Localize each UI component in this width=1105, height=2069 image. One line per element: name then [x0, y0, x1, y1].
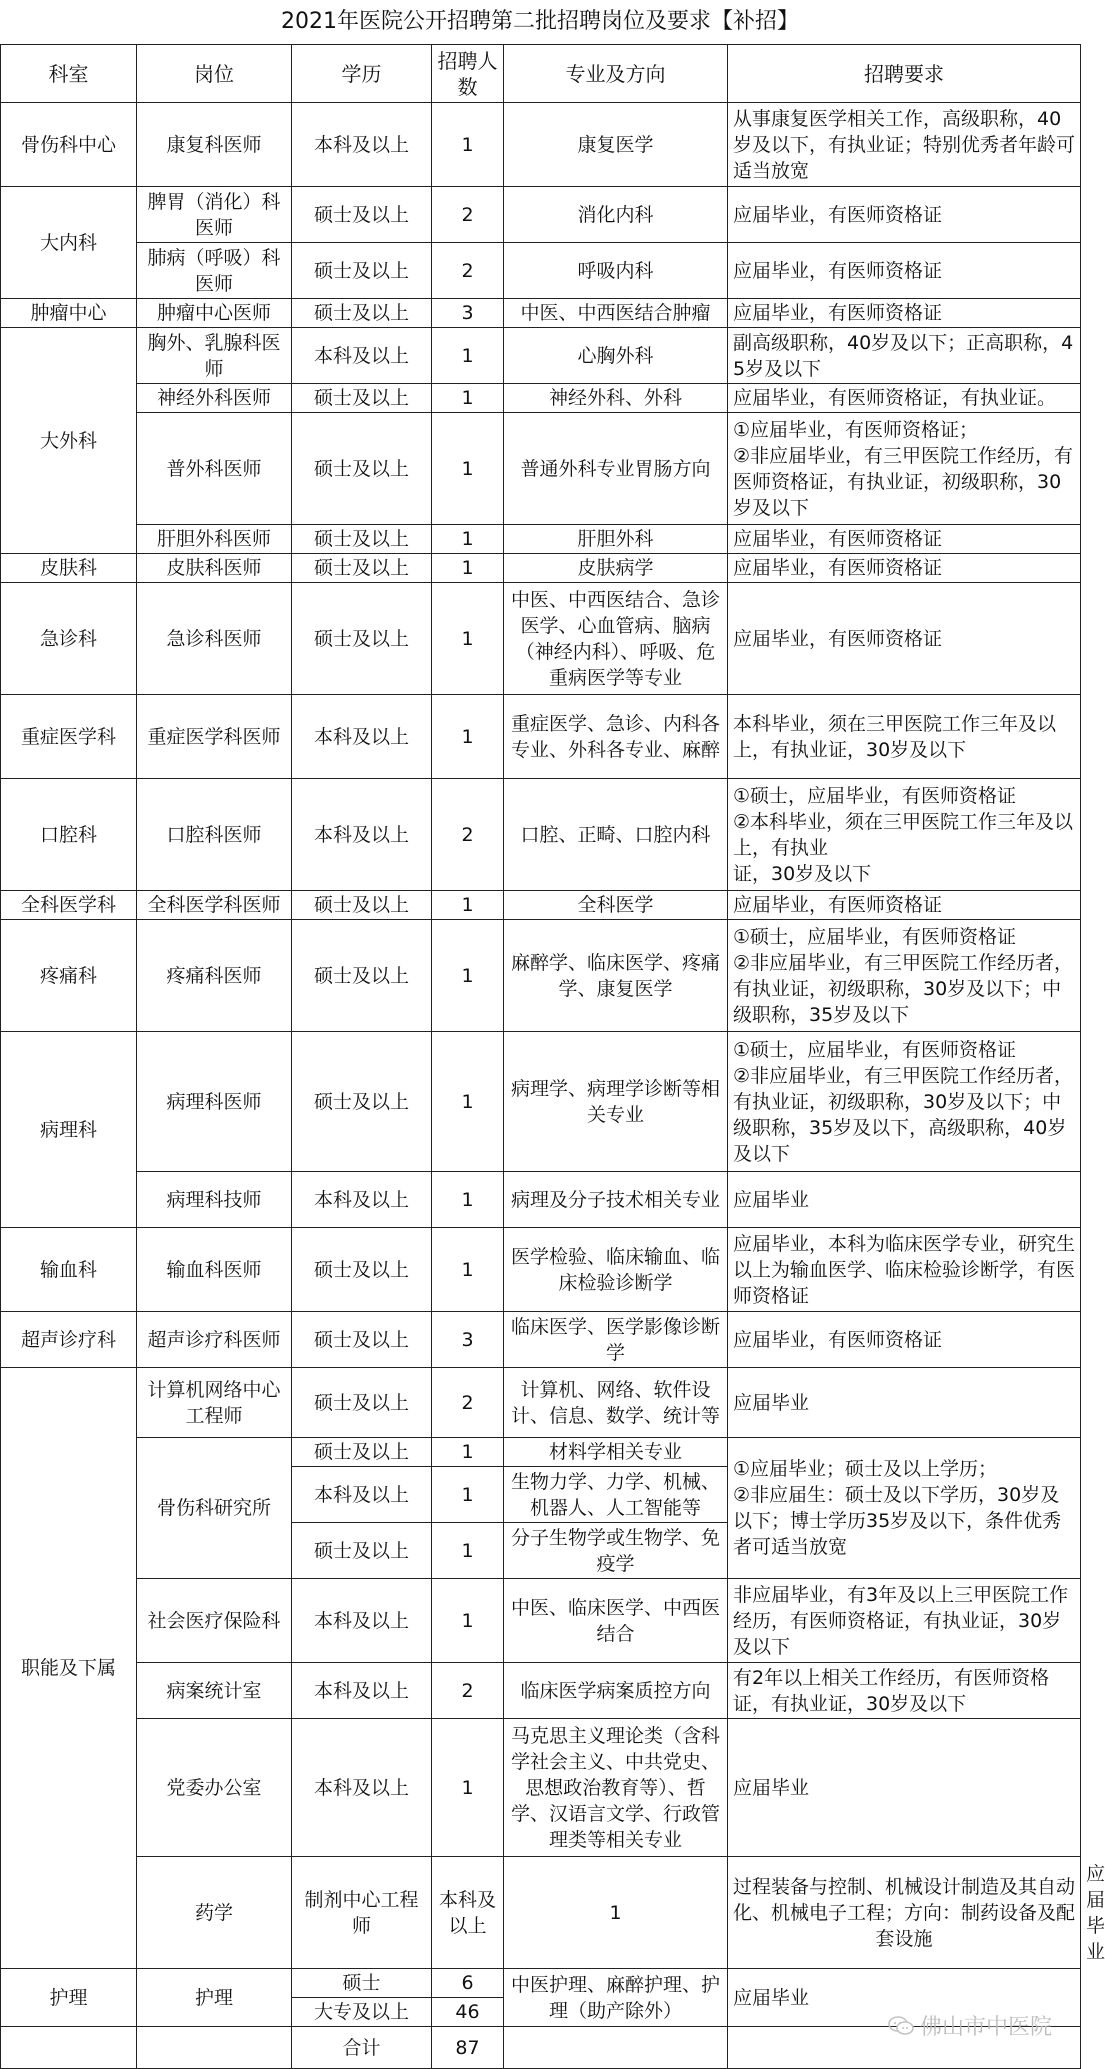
cell-dept: 职能及下属 [1, 1368, 137, 1969]
cell-dept: 大外科 [1, 328, 137, 554]
cell-edu: 大专及以上 [292, 1998, 432, 2027]
cell-req: ①硕士，应届毕业，有医师资格证 ②非应届毕业，有三甲医院工作经历者，有执业证，初级职称，30岁及以下；中级职称，35岁及以下，高级职称，40岁及以下 [728, 1032, 1081, 1172]
cell-req: 应届毕业，有医师资格证 [728, 187, 1081, 243]
cell-post: 脾胃（消化）科医师 [137, 187, 292, 243]
cell-dept: 病理科 [1, 1032, 137, 1228]
cell-major: 重症医学、急诊、内科各专业、外科各专业、麻醉 [504, 695, 728, 779]
cell-num: 1 [432, 1172, 504, 1228]
table-row [1, 1719, 1081, 1857]
table-row [1, 779, 1081, 891]
cell-major: 口腔、正畸、口腔内科 [504, 779, 728, 891]
cell-edu: 本科及以上 [292, 1467, 432, 1523]
table-row [1, 187, 1081, 243]
cell-edu: 本科及以上 [292, 1719, 432, 1857]
cell-num: 1 [432, 554, 504, 583]
cell-edu: 硕士及以上 [292, 525, 432, 554]
cell-post: 神经外科医师 [137, 384, 292, 413]
table-row [1, 891, 1081, 920]
table-row [1, 328, 1081, 384]
cell-post: 超声诊疗科医师 [137, 1312, 292, 1368]
cell-post: 普外科医师 [137, 413, 292, 525]
cell-num: 46 [432, 1998, 504, 2027]
cell-major: 过程装备与控制、机械设计制造及其自动化、机械电子工程；方向：制药设备及配套设施 [728, 1857, 1081, 1969]
wechat-icon [888, 2016, 914, 2036]
table-row [1, 1312, 1081, 1368]
cell-req: 副高级职称，40岁及以下；正高职称，45岁及以下 [728, 328, 1081, 384]
cell-dept: 输血科 [1, 1228, 137, 1312]
cell-major: 病理学、病理学诊断等相关专业 [504, 1032, 728, 1172]
watermark [888, 2010, 1052, 2041]
cell-dept: 疼痛科 [1, 920, 137, 1032]
cell-req: 应届毕业 [728, 1368, 1081, 1438]
cell-req: 应届毕业，有医师资格证 [728, 1312, 1081, 1368]
cell-num: 6 [432, 1969, 504, 1998]
cell-major: 皮肤病学 [504, 554, 728, 583]
cell-req: 有2年以上相关工作经历，有医师资格证，有执业证，30岁及以下 [728, 1663, 1081, 1719]
cell-edu: 硕士及以上 [292, 1312, 432, 1368]
cell-num: 1 [432, 1032, 504, 1172]
cell-post: 疼痛科医师 [137, 920, 292, 1032]
cell-post: 肺病（呼吸）科医师 [137, 243, 292, 299]
cell-major: 中医、中西医结合、急诊医学、心血管病、脑病（神经内科）、呼吸、危重病医学等专业 [504, 583, 728, 695]
cell-edu: 本科及以上 [292, 328, 432, 384]
cell-post: 输血科医师 [137, 1228, 292, 1312]
cell-major: 中医、临床医学、中西医结合 [504, 1579, 728, 1663]
cell-num: 2 [432, 1663, 504, 1719]
cell-num: 1 [432, 920, 504, 1032]
table-row [1, 103, 1081, 187]
cell-num: 1 [432, 328, 504, 384]
cell-major: 全科医学 [504, 891, 728, 920]
table-row [1, 243, 1081, 299]
cell-req: 应届毕业，有医师资格证 [728, 525, 1081, 554]
cell-dept: 护理 [1, 1969, 137, 2027]
cell-req: 从事康复医学相关工作，高级职称，40岁及以下，有执业证；特别优秀者年龄可适当放宽 [728, 103, 1081, 187]
cell-req: 应届毕业，有医师资格证，有执业证。 [728, 384, 1081, 413]
cell-post: 口腔科医师 [137, 779, 292, 891]
cell-req: 本科毕业，须在三甲医院工作三年及以上，有执业证，30岁及以下 [728, 695, 1081, 779]
cell-major: 神经外科、外科 [504, 384, 728, 413]
cell-req: ①硕士，应届毕业，有医师资格证 ②本科毕业，须在三甲医院工作三年及以上，有执业 证，30岁及以下 [728, 779, 1081, 891]
cell-edu: 硕士及以上 [292, 299, 432, 328]
header-row [1, 45, 1081, 103]
watermark-text: 佛山市中医院 [919, 2015, 1052, 2040]
cell-dept: 皮肤科 [1, 554, 137, 583]
cell-req: ①硕士，应届毕业，有医师资格证 ②非应届毕业，有三甲医院工作经历者，有执业证，初级职称，30岁及以下；中级职称，35岁及以下 [728, 920, 1081, 1032]
cell-req: 应届毕业 [728, 1172, 1081, 1228]
cell-edu: 硕士及以上 [292, 1368, 432, 1438]
cell-major: 呼吸内科 [504, 243, 728, 299]
cell-edu: 硕士及以上 [292, 583, 432, 695]
table-row [1, 1368, 1081, 1438]
cell-post: 重症医学科医师 [137, 695, 292, 779]
cell-dept: 骨伤科中心 [1, 103, 137, 187]
cell-req: ①应届毕业；硕士及以上学历； ②非应届生：硕士及以下学历，30岁及以下；博士学历35岁及以下，条件优秀者可适当放宽 [728, 1438, 1081, 1579]
header-post: 岗位 [137, 45, 292, 103]
cell-edu: 本科及以上 [292, 1579, 432, 1663]
cell-empty [1, 2027, 137, 2069]
cell-num: 1 [432, 1467, 504, 1523]
cell-edu: 硕士及以上 [292, 187, 432, 243]
cell-major: 中医、中西医结合肿瘤 [504, 299, 728, 328]
cell-major: 分子生物学或生物学、免疫学 [504, 1523, 728, 1579]
cell-dept: 急诊科 [1, 583, 137, 695]
table-row [1, 1663, 1081, 1719]
cell-post: 病案统计室 [137, 1663, 292, 1719]
cell-major: 麻醉学、临床医学、疼痛学、康复医学 [504, 920, 728, 1032]
cell-major: 肝胆外科 [504, 525, 728, 554]
cell-major: 康复医学 [504, 103, 728, 187]
cell-post: 病理科技师 [137, 1172, 292, 1228]
cell-post: 急诊科医师 [137, 583, 292, 695]
cell-post: 骨伤科研究所 [137, 1438, 292, 1579]
cell-post: 全科医学科医师 [137, 891, 292, 920]
cell-dept: 超声诊疗科 [1, 1312, 137, 1368]
cell-major: 生物力学、力学、机械、机器人、人工智能等 [504, 1467, 728, 1523]
cell-num: 2 [432, 779, 504, 891]
cell-req: 非应届毕业，有3年及以上三甲医院工作经历，有医师资格证，有执业证，30岁及以下 [728, 1579, 1081, 1663]
table-row [1, 384, 1081, 413]
cell-major: 材料学相关专业 [504, 1438, 728, 1467]
cell-edu: 硕士及以上 [292, 1032, 432, 1172]
table-row [1, 1172, 1081, 1228]
cell-req: ①应届毕业，有医师资格证； ②非应届毕业，有三甲医院工作经历，有医师资格证，有执业证，初级职称，30岁及以下 [728, 413, 1081, 525]
cell-num: 3 [432, 299, 504, 328]
cell-major: 普通外科专业胃肠方向 [504, 413, 728, 525]
cell-num: 3 [432, 1312, 504, 1368]
cell-edu: 硕士及以上 [292, 891, 432, 920]
cell-req: 应届毕业，本科为临床医学专业，研究生以上为输血医学、临床检验诊断学，有医师资格证 [728, 1228, 1081, 1312]
cell-edu: 本科及以上 [432, 1857, 504, 1969]
table-row [1, 583, 1081, 695]
cell-major: 心胸外科 [504, 328, 728, 384]
cell-num: 1 [432, 1579, 504, 1663]
cell-edu: 硕士及以上 [292, 384, 432, 413]
cell-num: 1 [432, 384, 504, 413]
table-row: 药学 制剂中心工程师 本科及以上 1 过程装备与控制、机械设计制造及其自动化、机械电子工程；方向：制药设备及配套设施 应届毕业 [1, 1857, 1081, 1969]
cell-edu: 硕士及以上 [292, 1228, 432, 1312]
cell-post: 肝胆外科医师 [137, 525, 292, 554]
cell-num: 1 [432, 1719, 504, 1857]
cell-edu: 硕士 [292, 1969, 432, 1998]
cell-post: 皮肤科医师 [137, 554, 292, 583]
header-num: 招聘人数 [432, 45, 504, 103]
cell-num: 1 [432, 1438, 504, 1467]
cell-edu: 本科及以上 [292, 103, 432, 187]
cell-req: 应届毕业，有医师资格证 [728, 554, 1081, 583]
cell-post: 康复科医师 [137, 103, 292, 187]
cell-num: 2 [432, 1368, 504, 1438]
cell-major: 病理及分子技术相关专业 [504, 1172, 728, 1228]
cell-post: 党委办公室 [137, 1719, 292, 1857]
table-row [1, 554, 1081, 583]
cell-dept: 口腔科 [1, 779, 137, 891]
cell-num: 1 [432, 695, 504, 779]
cell-edu: 本科及以上 [292, 695, 432, 779]
cell-edu: 本科及以上 [292, 779, 432, 891]
cell-num: 1 [432, 1523, 504, 1579]
cell-dept: 大内科 [1, 187, 137, 299]
cell-dept: 重症医学科 [1, 695, 137, 779]
cell-major: 临床医学、医学影像诊断学 [504, 1312, 728, 1368]
cell-req: 应届毕业 [728, 1719, 1081, 1857]
cell-post: 病理科医师 [137, 1032, 292, 1172]
table-row [1, 1438, 1081, 1467]
cell-edu: 硕士及以上 [292, 1438, 432, 1467]
table-row [1, 1969, 1081, 1998]
table-row [1, 413, 1081, 525]
recruitment-table [0, 44, 1105, 2069]
cell-num: 2 [432, 243, 504, 299]
header-dept: 科室 [1, 45, 137, 103]
cell-post: 胸外、乳腺科医师 [137, 328, 292, 384]
header-edu: 学历 [292, 45, 432, 103]
cell-dept: 全科医学科 [1, 891, 137, 920]
cell-edu: 硕士及以上 [292, 243, 432, 299]
cell-edu: 硕士及以上 [292, 1523, 432, 1579]
cell-major: 中医护理、麻醉护理、护理（助产除外） [504, 1969, 728, 2027]
table-row [1, 299, 1081, 328]
cell-req: 应届毕业，有医师资格证 [728, 243, 1081, 299]
cell-num: 1 [432, 891, 504, 920]
cell-empty [137, 2027, 292, 2069]
cell-dept: 肿瘤中心 [1, 299, 137, 328]
cell-edu: 硕士及以上 [292, 554, 432, 583]
cell-major: 医学检验、临床输血、临床检验诊断学 [504, 1228, 728, 1312]
cell-post: 社会医疗保险科 [137, 1579, 292, 1663]
table-row [1, 1228, 1081, 1312]
cell-edu: 本科及以上 [292, 1663, 432, 1719]
table-title: 2021年医院公开招聘第二批招聘岗位及要求【补招】 [281, 9, 799, 34]
cell-num: 1 [432, 1228, 504, 1312]
header-req: 招聘要求 [728, 45, 1081, 103]
table-row [1, 1579, 1081, 1663]
cell-post: 肿瘤中心医师 [137, 299, 292, 328]
cell-num: 1 [432, 525, 504, 554]
cell-major: 消化内科 [504, 187, 728, 243]
cell-post: 护理 [137, 1969, 292, 2027]
table-row [1, 920, 1081, 1032]
cell-req: 应届毕业，有医师资格证 [728, 299, 1081, 328]
cell-major: 马克思主义理论类（含科学社会主义、中共党史、思想政治教育等）、哲学、汉语言文学、行政管理类等相关专业 [504, 1719, 728, 1857]
cell-num: 1 [432, 413, 504, 525]
cell-edu: 本科及以上 [292, 1172, 432, 1228]
cell-req: 应届毕业，有医师资格证 [728, 583, 1081, 695]
total-num: 87 [432, 2027, 504, 2069]
cell-major: 临床医学病案质控方向 [504, 1663, 728, 1719]
cell-num: 1 [432, 583, 504, 695]
header-major: 专业及方向 [504, 45, 728, 103]
cell-dept: 药学 [137, 1857, 292, 1969]
cell-empty [504, 2027, 728, 2069]
table-row [1, 695, 1081, 779]
cell-req: 应届毕业 [728, 1969, 1081, 2027]
total-label: 合计 [292, 2027, 432, 2069]
cell-req: 应届毕业，有医师资格证 [728, 891, 1081, 920]
cell-edu: 硕士及以上 [292, 413, 432, 525]
cell-edu: 硕士及以上 [292, 920, 432, 1032]
table-row [1, 525, 1081, 554]
cell-post: 制剂中心工程师 [292, 1857, 432, 1969]
cell-num: 1 [504, 1857, 728, 1969]
cell-post: 计算机网络中心工程师 [137, 1368, 292, 1438]
table-row [1, 1032, 1081, 1172]
cell-major: 计算机、网络、软件设计、信息、数学、统计等 [504, 1368, 728, 1438]
cell-num: 1 [432, 103, 504, 187]
cell-num: 2 [432, 187, 504, 243]
